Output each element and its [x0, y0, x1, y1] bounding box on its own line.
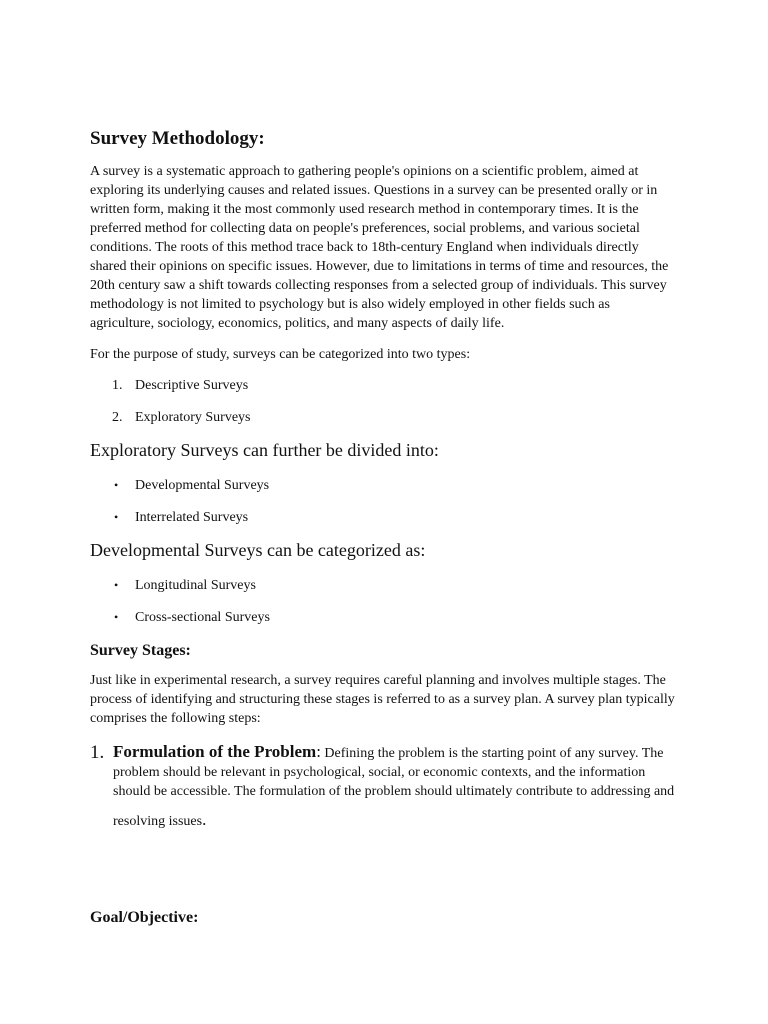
step-description: Defining the problem is the starting point of any survey. The problem should be relevant in psychological, social, or economic contexts, and the information should be accessible. The formulation of the problem should ultimately contribute to addressing and [113, 746, 675, 799]
list-item-label: Developmental Surveys [135, 478, 270, 493]
step-end-punct: . [202, 810, 207, 829]
list-item-label: Interrelated Surveys [135, 510, 249, 525]
stages-heading: Survey Stages: [90, 642, 191, 659]
step-tail-text: resolving issues [113, 814, 203, 829]
bullet-marker: • [114, 610, 119, 624]
list-item-label: Descriptive Surveys [135, 378, 249, 393]
document-title: Survey Methodology: [90, 128, 265, 149]
list-item-label: Exploratory Surveys [135, 410, 251, 425]
list-marker: 1. [112, 378, 123, 393]
exploratory-heading: Exploratory Surveys can further be divided into: [90, 440, 439, 460]
developmental-heading: Developmental Surveys can be categorized as: [90, 540, 426, 560]
step-number: 1. [90, 742, 105, 763]
step-title-colon: : [316, 742, 321, 761]
step-body [113, 742, 680, 831]
list-item-label: Longitudinal Surveys [135, 578, 256, 593]
bullet-marker: • [114, 510, 119, 524]
bullet-marker: • [114, 578, 119, 592]
goal-heading-colon: : [193, 909, 199, 926]
list-marker: 2. [112, 410, 123, 425]
step-title: Formulation of the Problem [113, 742, 317, 761]
intro-paragraph: A survey is a systematic approach to gathering people's opinions on a scientific problem, aimed at exploring its underlying causes and related issues. Questions in a survey can be presented orally or in written form, making it the most commonly used research method in contemporary times. It is the preferred method for collecting data on people's preferences, social problems, and various societal conditions. The roots of this method trace back to 18th-century England when individuals directly shared their opinions on specific issues. However, due to limitations in terms of time and resources, the 20th century saw a shift towards collecting responses from a selected group of individuals. This survey methodology is not limited to psychology but is also widely employed in other fields such as agriculture, sociology, economics, politics, and many aspects of daily life. [90, 164, 669, 331]
stages-intro-paragraph: Just like in experimental research, a survey requires careful planning and involves multiple stages. The process of identifying and structuring these stages is referred to as a survey plan. A survey plan typically comprises the following steps: [90, 673, 675, 726]
goal-heading-text: Goal/Objective [90, 909, 194, 926]
list-item-label: Cross-sectional Surveys [135, 610, 270, 625]
bullet-marker: • [114, 478, 119, 492]
goal-heading [90, 909, 198, 927]
step-description-tail [113, 810, 206, 831]
purpose-paragraph: For the purpose of study, surveys can be categorized into two types: [90, 347, 471, 362]
